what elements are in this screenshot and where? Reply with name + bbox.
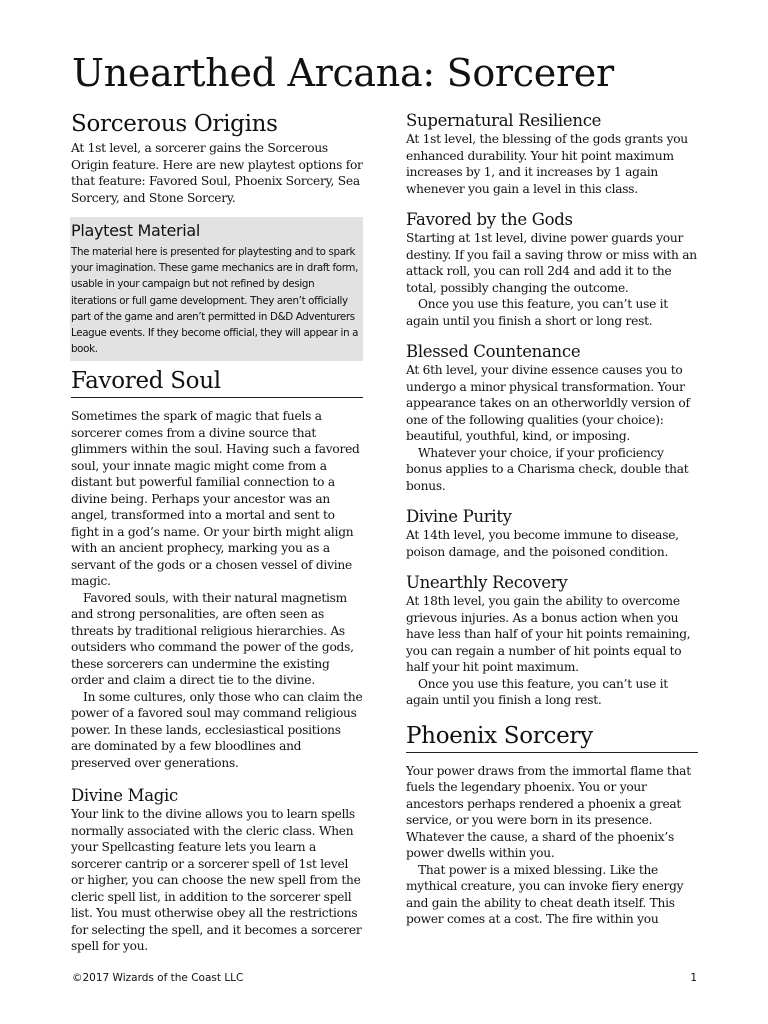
divine-purity-heading: Divine Purity: [406, 507, 512, 526]
supernatural-resilience-text: At 1st level, the blessing of the gods grants you enhanced durability. Your hit point maximum increases by 1, and it increases by 1 again whenever you gain a level in this class.: [406, 132, 688, 196]
unearthly-recovery-paragraph-2: Once you use this feature, you can’t use it again until you finish a long rest.: [406, 676, 668, 707]
unearthly-recovery-heading: Unearthly Recovery: [406, 573, 568, 592]
supernatural-resilience-heading: Supernatural Resilience: [406, 111, 602, 130]
playtest-sidebar: [70, 217, 363, 361]
left-column: [71, 110, 363, 955]
phoenix-sorcery-paragraph-1: Your power draws from the immortal flame that fuels the legendary phoenix. You or your ancestors perhaps rendered a phoenix a great service, or you were born in its presence. Whatever the cause, a shard of the phoenix’s power dwells within you.: [406, 763, 691, 860]
blessed-countenance-heading: Blessed Countenance: [406, 342, 581, 361]
favored-by-the-gods-paragraph-2: Once you use this feature, you can’t use it again until you finish a short or long rest.: [406, 297, 668, 328]
sidebar-title: Playtest Material: [71, 221, 201, 240]
page-number: 1: [690, 972, 697, 984]
sorcerous-origins-heading: Sorcerous Origins: [71, 111, 278, 137]
favored-by-the-gods-heading: Favored by the Gods: [406, 210, 573, 229]
sidebar-text: The material here is presented for playtesting and to spark your imagination. These game mechanics are in draft form, usable in your campaign but not refined by design iterations or full game development. They aren’t officially part of the game and aren’t permitted in D&D Adventurers League events. If they become official, they will appear in a book.: [71, 246, 359, 356]
favored-soul-paragraph-1: Sometimes the spark of magic that fuels a sorcerer comes from a divine source that glimmers within the soul. Having such a favored soul, your innate magic might come from a distant but powerful familial connection to a divine being. Perhaps your ancestor was an angel, transformed into a mortal and sent to fight in a god’s name. Or your birth might align with an ancient prophecy, marking you as a servant of the gods or a chosen vessel of divine magic.: [71, 409, 360, 589]
blessed-countenance-paragraph-2: Whatever your choice, if your proficiency bonus applies to a Charisma check, double that bonus.: [406, 445, 689, 493]
divine-magic-text: Your link to the divine allows you to learn spells normally associated with the cleric class. When your Spellcasting feature lets you learn a sorcerer cantrip or a sorcerer spell of 1st level or higher, you can choose the new spell from the cleric spell list, in addition to the sorcerer spell list. You must otherwise obey all the restrictions for selecting the spell, and it becomes a sorcerer spell for you.: [71, 807, 362, 954]
favored-soul-paragraph-3: In some cultures, only those who can claim the power of a favored soul may command religious power. In these lands, ecclesiastical positions are dominated by a few bloodlines and preserved over generations.: [71, 689, 363, 770]
page-title: Unearthed Arcana: Sorcerer: [72, 51, 614, 95]
favored-soul-heading: Favored Soul: [71, 367, 363, 398]
right-column: [406, 110, 698, 928]
phoenix-sorcery-heading: Phoenix Sorcery: [406, 722, 698, 753]
blessed-countenance-paragraph-1: At 6th level, your divine essence causes you to undergo a minor physical transformation. Your appearance takes on an otherworldly version of one of the following qualities (your choice): beautiful, youthful, kind, or imposing.: [406, 363, 690, 443]
divine-magic-heading: Divine Magic: [71, 786, 178, 806]
favored-soul-paragraph-2: Favored souls, with their natural magnetism and strong personalities, are often seen as threats by traditional religious hierarchies. As outsiders who command the power of the gods, these sorcerers can undermine the existing order and claim a direct tie to the divine.: [71, 590, 354, 688]
footer-copyright: ©2017 Wizards of the Coast LLC: [72, 972, 244, 984]
phoenix-sorcery-paragraph-2: That power is a mixed blessing. Like the mythical creature, you can invoke fiery energy and gain the ability to cheat death itself. This power comes at a cost. The fire within you: [406, 862, 684, 926]
favored-by-the-gods-paragraph-1: Starting at 1st level, divine power guards your destiny. If you fail a saving throw or miss with an attack roll, you can roll 2d4 and add it to the total, possibly changing the outcome.: [406, 231, 697, 295]
unearthly-recovery-paragraph-1: At 18th level, you gain the ability to overcome grievous injuries. As a bonus action when you have less than half of your hit points remaining, you can regain a number of hit points equal to half your hit point maximum.: [406, 594, 691, 674]
sorcerous-origins-text: At 1st level, a sorcerer gains the Sorcerous Origin feature. Here are new playtest options for that feature: Favored Soul, Phoenix Sorcery, Sea Sorcery, and Stone Sorcery.: [71, 141, 363, 205]
divine-purity-text: At 14th level, you become immune to disease, poison damage, and the poisoned condition.: [406, 528, 679, 559]
